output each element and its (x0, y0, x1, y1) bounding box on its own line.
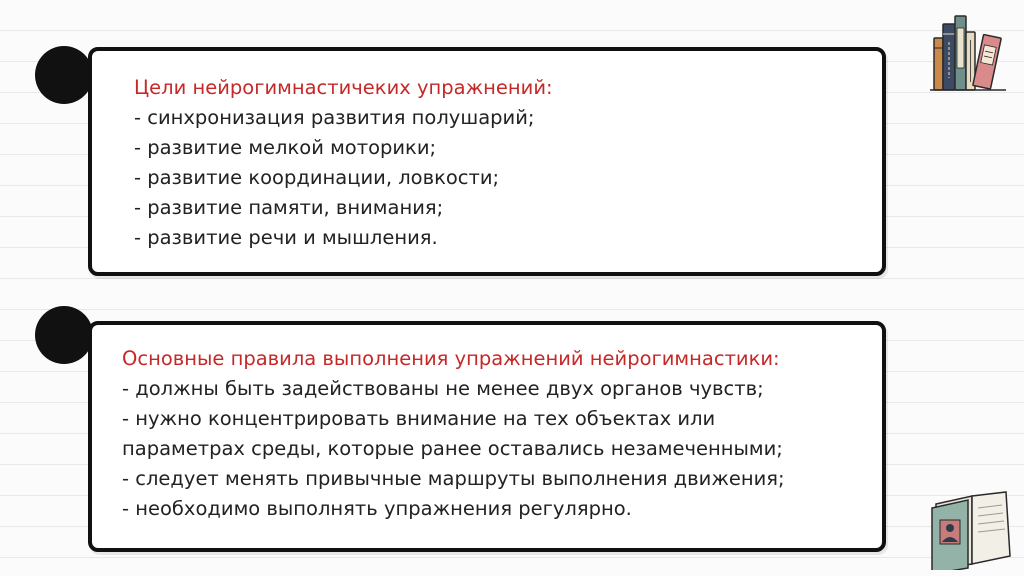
rules-title: Основные правила выполнения упражнений нейрогимнастики: (122, 347, 780, 370)
rules-line: - необходимо выполнять упражнения регулярно. (122, 497, 632, 520)
bullet-circle-2 (35, 306, 93, 364)
rules-line: параметрах среды, которые ранее оставались незамеченными; (122, 437, 783, 460)
goals-item: - развитие речи и мышления. (134, 226, 438, 249)
rules-line: - должны быть задействованы не менее двух органов чувств; (122, 377, 764, 400)
rules-line: - нужно концентрировать внимание на тех объектах или (122, 407, 716, 430)
goals-item: - развитие координации, ловкости; (134, 166, 500, 189)
goals-item: - синхронизация развития полушарий; (134, 106, 535, 129)
goals-item: - развитие мелкой моторики; (134, 136, 437, 159)
rules-content (122, 344, 785, 524)
rules-line: - следует менять привычные маршруты выполнения движения; (122, 467, 785, 490)
bullet-circle-1 (35, 46, 93, 104)
goals-card (88, 47, 886, 276)
goals-title: Цели нейрогимнастичеких упражнений: (134, 76, 553, 99)
open-book-icon (928, 490, 1014, 570)
rules-card (88, 321, 886, 552)
books-stack-icon (928, 12, 1008, 92)
goals-content (134, 73, 553, 253)
goals-item: - развитие памяти, внимания; (134, 196, 444, 219)
